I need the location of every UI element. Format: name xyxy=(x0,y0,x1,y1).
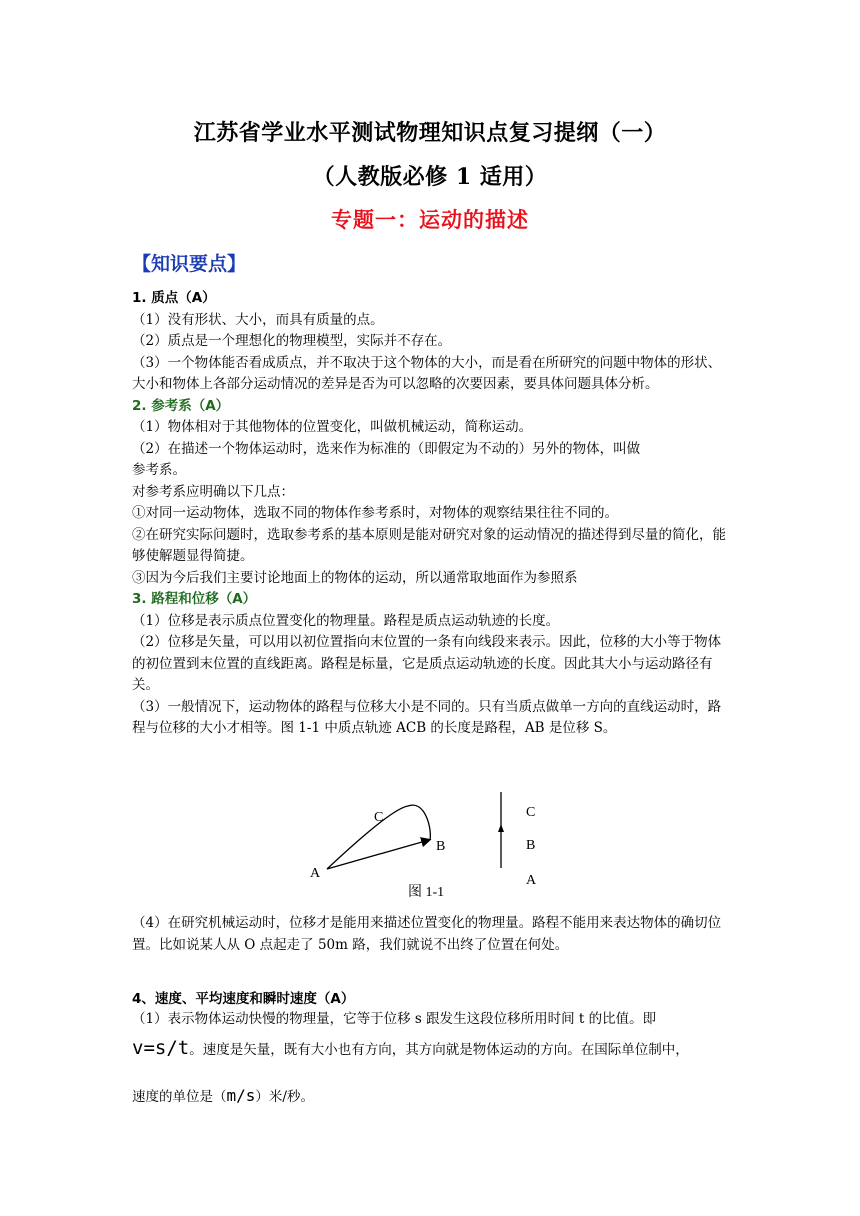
vertical-arrow-head xyxy=(498,824,504,832)
section-2-para-5: ②在研究实际问题时，选取参考系的基本原则是能对研究对象的运动情况的描述得到尽量的简化，能够使解题显得简捷。 xyxy=(132,526,726,564)
section-3-continued xyxy=(132,913,730,956)
section-4-para-2 xyxy=(132,1085,730,1109)
label-a: A xyxy=(310,866,321,881)
velocity-formula: v=s/t xyxy=(132,1036,190,1059)
section-2-para-4: ①对同一运动物体，选取不同的物体作参考系时，对物体的观察结果往往不同的。 xyxy=(132,505,618,521)
section-3-para-3: （3）一般情况下，运动物体的路程与位移大小是不同的。只有当质点做单一方向的直线运动时，路程与位移的大小才相等。图 1-1 中质点轨迹 ACB 的长度是路程，AB 是位移 S。 xyxy=(132,698,722,736)
main-text xyxy=(132,288,730,740)
section-1-para-2: （2）质点是一个理想化的物理模型，实际并不存在。 xyxy=(132,333,452,349)
section-4-para-2b: ）米/秒。 xyxy=(255,1088,314,1105)
section-2-heading: 2. 参考系（A） xyxy=(132,397,230,414)
label-b: B xyxy=(436,839,446,854)
section-4-text xyxy=(132,1009,730,1108)
figure-caption: 图 1-1 xyxy=(408,885,445,900)
section-1-para-3: （3）一个物体能否看成质点，并不取决于这个物体的大小，而是看在所研究的问题中物体的形状、大小和物体上各部分运动情况的差异是否为可以忽略的次要因素，要具体问题具体分析。 xyxy=(132,354,722,392)
knowledge-heading: 【知识要点】 xyxy=(132,253,247,275)
document-subtitle: （人教版必修 1 适用） xyxy=(312,164,548,190)
section-4-para-1b: 。速度是矢量，既有大小也有方向，其方向就是物体运动的方向。在国际单位制中， xyxy=(189,1041,689,1058)
section-2-para-3: 对参考系应明确以下几点： xyxy=(132,483,294,500)
label-b-vertical: B xyxy=(526,838,536,853)
section-2-para-1: （1）物体相对于其他物体的位置变化，叫做机械运动，简称运动。 xyxy=(132,419,533,435)
label-c: C xyxy=(374,810,384,825)
section-3-para-2: （2）位移是矢量，可以用以初位置指向末位置的一条有向线段来表示。因此，位移的大小等于物体的初位置到末位置的直线距离。路程是标量，它是质点运动轨迹的长度。因此其大小与运动路径有关。 xyxy=(132,634,722,693)
section-4-para-2a: 速度的单位是（ xyxy=(132,1088,227,1105)
figure-1-1 xyxy=(290,788,580,903)
section-4-heading: 4、速度、平均速度和瞬时速度（A） xyxy=(132,991,355,1007)
velocity-unit: m/s xyxy=(226,1085,256,1105)
topic-title: 专题一：运动的描述 xyxy=(331,207,529,232)
section-3-heading: 3. 路程和位移（A） xyxy=(132,591,257,607)
section-2-para-2b: 参考系。 xyxy=(132,462,186,478)
label-a-vertical: A xyxy=(526,873,537,888)
section-4-para-1-cont xyxy=(132,1031,730,1067)
section-4-para-1: （1）表示物体运动快慢的物理量，它等于位移 s 跟发生这段位移所用时间 t 的比值。即 xyxy=(132,1011,657,1027)
document-title: 江苏省学业水平测试物理知识点复习提纲（一） xyxy=(193,120,667,146)
section-2-para-6: ③因为今后我们主要讨论地面上的物体的运动，所以通常取地面作为参照系 xyxy=(132,569,578,586)
section-2-para-2a: （2）在描述一个物体运动时，选来作为标准的（即假定为不动的）另外的物体，叫做 xyxy=(132,440,641,457)
section-3-para-4: （4）在研究机械运动时，位移才是能用来描述位置变化的物理量。路程不能用来表达物体的确切位置。比如说某人从 O 点起走了 50m 路，我们就说不出终了位置在何处。 xyxy=(132,915,722,953)
section-3-para-1: （1）位移是表示质点位置变化的物理量。路程是质点运动轨迹的长度。 xyxy=(132,612,560,629)
section-1-para-1: （1）没有形状、大小，而具有质量的点。 xyxy=(132,311,384,328)
label-c-vertical: C xyxy=(526,805,536,820)
section-1-heading: 1. 质点（A） xyxy=(132,290,216,306)
trajectory-diagram xyxy=(290,788,580,903)
